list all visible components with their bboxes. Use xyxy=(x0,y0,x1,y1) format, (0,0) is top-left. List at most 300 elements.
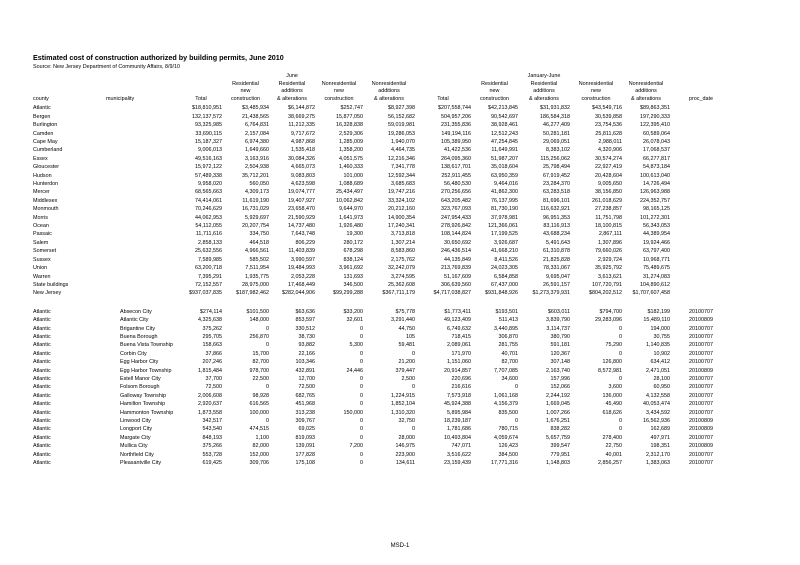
table-cell xyxy=(670,163,715,171)
table-cell: 3,713,818 xyxy=(391,231,415,238)
table-cell: $1,273,379,931 xyxy=(532,290,570,297)
table-cell: 1,148,803 xyxy=(546,460,570,467)
table-cell xyxy=(670,205,715,213)
table-cell: 81,730,190 xyxy=(491,206,518,213)
table-cell: 20100707 xyxy=(689,460,713,467)
table-cell: 20100707 xyxy=(689,434,713,441)
table-cell: Total xyxy=(437,95,449,102)
table-cell: 7,573,918 xyxy=(447,392,471,399)
table-cell: 10,493,804 xyxy=(444,434,471,441)
table-cell: 150,000 xyxy=(343,409,363,416)
municipality-row xyxy=(33,325,715,333)
table-cell: 134,611 xyxy=(395,460,415,467)
table-cell: 0 xyxy=(360,418,363,424)
table-cell: 779,951 xyxy=(550,451,570,458)
table-cell: 3,685,683 xyxy=(391,181,415,188)
table-cell: 9,644,970 xyxy=(339,206,363,213)
table-cell: 2,929,724 xyxy=(598,256,622,263)
table-cell: 6,584,858 xyxy=(494,273,518,280)
table-cell: 131,693 xyxy=(343,273,363,280)
table-cell: 14,900,354 xyxy=(388,214,415,221)
table-cell: 157,996 xyxy=(550,375,570,382)
table-cell: 149,194,116 xyxy=(441,130,471,137)
table-cell: 136,000 xyxy=(602,392,622,399)
table-cell: Atlantic xyxy=(33,426,51,433)
municipality-section xyxy=(33,308,715,468)
table-cell: 28,100 xyxy=(653,375,670,382)
table-cell: 14,737,480 xyxy=(288,223,315,230)
table-cell: Egg Harbor City xyxy=(120,359,159,366)
table-cell: $8,927,398 xyxy=(388,105,415,112)
table-cell: 76,137,995 xyxy=(491,197,518,204)
county-row xyxy=(33,113,715,121)
table-cell: Linwood City xyxy=(120,418,151,424)
table-cell: 0 xyxy=(266,418,269,424)
table-cell: Brigantine City xyxy=(120,325,156,332)
county-row xyxy=(33,180,715,188)
table-cell xyxy=(106,138,180,146)
table-cell: Residential xyxy=(530,80,558,87)
table-cell: 38,730 xyxy=(298,333,315,340)
table-cell: 56,343,053 xyxy=(643,223,670,230)
table-cell xyxy=(106,264,180,272)
table-cell xyxy=(670,230,715,238)
table-cell: 100,613,040 xyxy=(640,172,670,179)
table-cell: 63,950,359 xyxy=(491,172,518,179)
table-cell xyxy=(106,113,180,121)
county-row xyxy=(33,256,715,264)
table-cell: 126,423 xyxy=(498,443,518,450)
table-cell: 35,712,201 xyxy=(242,172,269,179)
table-cell: 2,163,740 xyxy=(546,367,570,374)
table-cell: 44,135,849 xyxy=(444,256,471,263)
construction-cost-table xyxy=(33,73,715,467)
table-cell: 67,437,000 xyxy=(491,281,518,288)
table-cell: 3,839,790 xyxy=(546,317,570,324)
table-cell: 171,970 xyxy=(451,350,471,357)
table-cell: 313,238 xyxy=(295,409,315,416)
table-cell: 32,601 xyxy=(346,317,363,324)
table-cell: Atlantic xyxy=(33,392,51,399)
table-cell: 1,061,168 xyxy=(494,392,518,399)
table-cell: 718,415 xyxy=(451,333,471,340)
table-cell: 37,700 xyxy=(205,375,222,382)
table-cell: 96,951,353 xyxy=(543,214,570,221)
table-cell: 1,852,104 xyxy=(391,401,415,408)
table-cell: June xyxy=(286,73,298,79)
table-cell: 11,403,839 xyxy=(288,248,315,255)
table-cell: 20100707 xyxy=(689,401,713,408)
table-cell: 1,926,480 xyxy=(339,223,363,230)
table-cell: 15,489,110 xyxy=(643,317,670,324)
table-cell: 19,286,053 xyxy=(388,130,415,137)
table-cell: 819,093 xyxy=(295,434,315,441)
table-cell: 49,516,163 xyxy=(195,155,222,162)
table-cell: 1,285,009 xyxy=(339,139,363,145)
table-cell: 20100809 xyxy=(689,367,713,374)
table-cell: 216,616 xyxy=(451,384,471,391)
table-cell: $282,044,906 xyxy=(282,290,315,297)
table-cell: 20100707 xyxy=(689,392,713,399)
table-cell: 207,246 xyxy=(202,359,222,366)
table-cell: 3,600 xyxy=(608,384,622,391)
table-cell: 43,688,234 xyxy=(543,231,570,238)
table-cell: 132,137,572 xyxy=(192,113,222,120)
table-cell: $937,037,835 xyxy=(189,290,222,297)
table-cell: 14,726,494 xyxy=(643,181,670,188)
table-cell: Atlantic xyxy=(33,409,51,416)
table-cell xyxy=(670,214,715,222)
table-cell: 4,059,674 xyxy=(494,434,518,441)
table-cell: 0 xyxy=(412,350,415,357)
table-cell: 126,800 xyxy=(602,359,622,366)
table-cell: additions xyxy=(281,88,303,95)
table-cell: $603,011 xyxy=(547,308,570,315)
table-cell: $75,778 xyxy=(395,308,415,315)
table-cell: 81,696,101 xyxy=(543,197,570,204)
table-cell: 511,413 xyxy=(498,317,518,324)
table-cell xyxy=(670,264,715,272)
municipality-row xyxy=(33,358,715,366)
table-cell: 37,978,981 xyxy=(491,214,518,221)
page-number: MSD-1 xyxy=(390,543,410,549)
table-cell: 384,500 xyxy=(498,451,518,458)
table-cell xyxy=(415,81,471,89)
table-cell: 264,095,360 xyxy=(441,155,471,162)
table-cell: 18,239,187 xyxy=(444,418,471,424)
table-cell: 101,000 xyxy=(343,172,363,179)
table-cell: 3,274,595 xyxy=(391,273,415,280)
table-cell: Camden xyxy=(33,130,54,137)
table-cell: $274,114 xyxy=(199,308,222,315)
municipality-row xyxy=(33,451,715,459)
table-cell: 69,025 xyxy=(298,426,315,433)
table-cell: 60,589,064 xyxy=(643,130,670,137)
table-cell xyxy=(415,88,471,96)
table-cell: 1,224,915 xyxy=(391,392,415,399)
table-cell: 853,597 xyxy=(295,317,315,324)
table-cell: 20,914,857 xyxy=(444,367,471,374)
table-cell xyxy=(106,222,180,230)
table-cell: 7,511,954 xyxy=(245,265,269,272)
table-cell: Egg Harbor Township xyxy=(120,367,172,374)
table-cell: 270,256,656 xyxy=(441,189,471,196)
table-cell xyxy=(106,130,180,138)
table-cell: 138,617,701 xyxy=(441,164,471,171)
table-header xyxy=(33,73,715,104)
table-cell: 15,972,122 xyxy=(195,164,222,171)
table-cell: 45,924,388 xyxy=(444,401,471,408)
table-cell: 120,367 xyxy=(550,350,570,357)
table-cell: 30,650,692 xyxy=(444,239,471,246)
table-cell: Pleasantville City xyxy=(120,460,162,467)
table-cell: 63,283,518 xyxy=(543,189,570,196)
spacer-cell xyxy=(33,298,715,308)
table-cell xyxy=(670,273,715,281)
table-cell: 223,900 xyxy=(395,451,415,458)
table-cell: 309,706 xyxy=(249,460,269,467)
table-cell: Atlantic xyxy=(33,317,51,324)
table-cell: 20100707 xyxy=(689,350,713,357)
county-row xyxy=(33,289,715,297)
table-cell: Estell Manor City xyxy=(120,375,161,382)
county-row xyxy=(33,121,715,129)
table-cell: 75,489,675 xyxy=(643,265,670,272)
municipality-row xyxy=(33,459,715,467)
table-cell: 25,632,556 xyxy=(195,248,222,255)
table-cell: 0 xyxy=(619,418,622,424)
table-cell: 66,277,817 xyxy=(643,155,670,162)
table-cell: county xyxy=(33,95,49,102)
table-cell xyxy=(622,73,670,81)
table-cell: 4,966,561 xyxy=(245,248,269,255)
table-cell: 10,902 xyxy=(653,350,670,357)
table-cell xyxy=(670,222,715,230)
table-cell: 543,540 xyxy=(202,426,222,433)
municipality-row xyxy=(33,434,715,442)
table-cell: 18,100,815 xyxy=(595,223,622,230)
table-cell: 1,088,689 xyxy=(339,181,363,188)
table-cell: 22,500 xyxy=(252,375,269,382)
table-cell: 7,707,085 xyxy=(494,367,518,374)
table-cell: 83,116,913 xyxy=(543,223,570,230)
municipality-row xyxy=(33,316,715,324)
table-cell: 152,066 xyxy=(550,384,570,391)
table-cell: & alterations xyxy=(277,95,307,102)
table-cell xyxy=(106,172,180,180)
table-cell: 61,310,878 xyxy=(543,248,570,255)
table-cell: 40,053,474 xyxy=(643,401,670,408)
table-cell xyxy=(670,138,715,146)
table-cell: 98,165,125 xyxy=(643,206,670,213)
table-cell: 60,950 xyxy=(653,384,670,391)
table-cell: 20,212,160 xyxy=(388,206,415,213)
table-cell: $43,549,716 xyxy=(592,105,622,112)
table-cell: Buena Vista Township xyxy=(120,342,173,349)
table-cell: Burlington xyxy=(33,122,58,129)
table-cell: 9,958,020 xyxy=(198,181,222,188)
table-cell: 0 xyxy=(619,325,622,332)
table-cell xyxy=(363,73,415,81)
table-cell: 41,668,210 xyxy=(491,248,518,255)
county-row xyxy=(33,214,715,222)
table-cell: 56,480,530 xyxy=(444,181,471,188)
table-cell: 23,284,370 xyxy=(543,181,570,188)
table-cell: 0 xyxy=(360,392,363,399)
table-cell: $252,747 xyxy=(340,105,363,112)
municipality-row xyxy=(33,333,715,341)
table-cell: 105 xyxy=(406,333,415,340)
table-cell: 252,911,455 xyxy=(441,172,471,179)
table-cell: 3,163,916 xyxy=(245,155,269,162)
table-cell: 57,489,338 xyxy=(195,172,222,179)
table-cell: Mullica City xyxy=(120,443,148,450)
table-cell xyxy=(670,81,715,89)
table-cell xyxy=(106,205,180,213)
table-cell xyxy=(106,73,180,81)
table-cell: 497,971 xyxy=(650,434,670,441)
table-cell: 0 xyxy=(619,350,622,357)
table-cell: 93,325,985 xyxy=(195,122,222,129)
table-cell: 474,515 xyxy=(249,426,269,433)
table-cell: 2,867,111 xyxy=(598,231,622,238)
municipality-row xyxy=(33,400,715,408)
table-cell xyxy=(670,239,715,247)
table-cell: 15,187,327 xyxy=(195,139,222,145)
table-cell: 0 xyxy=(360,333,363,340)
table-cell: & alterations xyxy=(374,95,404,102)
table-cell: 9,717,672 xyxy=(291,130,315,137)
table-cell: Residential xyxy=(232,80,259,87)
table-cell: 12,216,346 xyxy=(388,155,415,162)
table-cell: 175,108 xyxy=(295,460,315,467)
table-cell: 1,383,063 xyxy=(646,460,670,467)
table-cell: 23,159,439 xyxy=(444,460,471,467)
table-cell: 0 xyxy=(412,426,415,433)
table-cell xyxy=(415,73,471,81)
table-cell: 19,747,216 xyxy=(388,189,415,196)
table-cell: 2,504,938 xyxy=(245,164,269,171)
table-cell: Atlantic xyxy=(33,333,51,340)
table-cell: 40,701 xyxy=(501,350,518,357)
table-cell xyxy=(180,88,222,96)
table-cell: 38,156,850 xyxy=(595,189,622,196)
table-cell: 1,669,045 xyxy=(546,401,570,408)
table-cell: $101,500 xyxy=(246,308,269,315)
table-cell: 231,355,836 xyxy=(441,122,471,129)
municipality-row xyxy=(33,425,715,433)
table-cell: 32,242,079 xyxy=(388,265,415,272)
table-cell: 158,663 xyxy=(202,342,222,349)
county-row xyxy=(33,188,715,196)
table-cell: 25,811,628 xyxy=(595,130,622,137)
table-cell: 4,464,735 xyxy=(391,147,415,154)
table-cell: 11,711,616 xyxy=(195,231,222,238)
table-cell: 2,988,011 xyxy=(598,139,622,145)
county-row xyxy=(33,155,715,163)
municipality-row xyxy=(33,383,715,391)
table-cell: 1,100 xyxy=(255,434,269,441)
table-cell: 309,767 xyxy=(295,418,315,424)
table-cell: $18,810,951 xyxy=(192,105,222,112)
municipality-row xyxy=(33,409,715,417)
table-cell: Atlantic xyxy=(33,434,51,441)
table-cell: 10,968,771 xyxy=(643,256,670,263)
table-cell: 24,446 xyxy=(346,367,363,374)
table-cell: 2,089,061 xyxy=(447,342,471,349)
table-cell: 139,091 xyxy=(295,443,315,450)
table-cell: 197,290,333 xyxy=(640,113,670,120)
table-cell: 256,870 xyxy=(249,333,269,340)
table-cell: 619,425 xyxy=(202,460,222,467)
table-cell: January-June xyxy=(527,73,561,79)
table-cell: 451,968 xyxy=(295,401,315,408)
table-cell: 21,200 xyxy=(398,359,415,366)
table-cell: 4,320,906 xyxy=(598,147,622,154)
table-cell: 3,440,895 xyxy=(494,325,518,332)
table-cell: 553,728 xyxy=(202,451,222,458)
table-cell: Mercer xyxy=(33,189,50,196)
table-cell: Atlantic xyxy=(33,418,51,424)
table-cell: Atlantic xyxy=(33,105,51,112)
table-cell: 10,062,842 xyxy=(336,197,363,204)
table-cell: 34,600 xyxy=(501,375,518,382)
table-cell: 21,825,828 xyxy=(543,256,570,263)
table-cell xyxy=(222,73,269,81)
county-row xyxy=(33,197,715,205)
table-cell: 1,140,835 xyxy=(646,342,670,349)
table-cell: 28,975,000 xyxy=(242,281,269,288)
table-cell: Union xyxy=(33,265,48,272)
table-cell: Cape May xyxy=(33,139,58,145)
table-cell: 616,565 xyxy=(249,401,269,408)
table-cell: 224,352,757 xyxy=(640,197,670,204)
table-cell: 31,274,083 xyxy=(643,273,670,280)
table-cell: Atlantic City xyxy=(120,317,149,324)
table-cell: 9,006,013 xyxy=(198,147,222,154)
table-cell: 25,798,494 xyxy=(543,164,570,171)
header-row xyxy=(33,88,715,96)
table-cell: 148,000 xyxy=(249,317,269,324)
table-cell: 848,193 xyxy=(202,434,222,441)
table-cell: 82,000 xyxy=(252,443,269,450)
table-cell: Folsom Borough xyxy=(120,384,160,391)
table-cell: 0 xyxy=(515,384,518,391)
table-cell: 17,468,449 xyxy=(288,281,315,288)
table-cell: 247,954,433 xyxy=(441,214,471,221)
table-cell: 8,383,102 xyxy=(546,147,570,154)
table-cell: 246,436,514 xyxy=(441,248,471,255)
table-cell: 20100809 xyxy=(689,443,713,450)
table-cell: 6,974,380 xyxy=(245,139,269,145)
table-cell: 41,422,536 xyxy=(444,147,471,154)
table-cell: 643,205,482 xyxy=(441,197,471,204)
county-section xyxy=(33,104,715,297)
table-cell: Hunterdon xyxy=(33,181,59,188)
table-cell: 0 xyxy=(360,384,363,391)
table-cell: 72,500 xyxy=(205,384,222,391)
table-cell xyxy=(33,81,106,89)
table-cell: 38,928,461 xyxy=(491,122,518,129)
county-row xyxy=(33,163,715,171)
table-cell: 806,229 xyxy=(295,239,315,246)
table-cell: 177,828 xyxy=(295,451,315,458)
table-cell: 585,502 xyxy=(249,256,269,263)
table-cell: 323,767,093 xyxy=(441,206,471,213)
table-cell: $931,848,926 xyxy=(485,290,518,297)
table-cell: Atlantic xyxy=(33,451,51,458)
table-cell: 68,565,663 xyxy=(195,189,222,196)
table-cell: 29,069,051 xyxy=(543,139,570,145)
table-cell: 295,705 xyxy=(202,333,222,340)
county-row xyxy=(33,273,715,281)
table-cell: 2,312,170 xyxy=(646,451,670,458)
table-cell: 44,750 xyxy=(398,325,415,332)
table-cell: 186,584,318 xyxy=(540,113,570,120)
table-cell: 32,750 xyxy=(398,418,415,424)
table-cell: Atlantic xyxy=(33,359,51,366)
county-row xyxy=(33,230,715,238)
table-cell: 7,643,748 xyxy=(291,231,315,238)
header-row xyxy=(33,81,715,89)
table-cell: 1,935,775 xyxy=(245,273,269,280)
table-cell: 8,572,981 xyxy=(598,367,622,374)
table-cell: 4,623,598 xyxy=(291,181,315,188)
table-cell: 1,307,214 xyxy=(391,239,415,246)
table-cell: $6,144,872 xyxy=(288,105,315,112)
table-cell: 30,755 xyxy=(653,333,670,340)
table-cell xyxy=(670,73,715,81)
